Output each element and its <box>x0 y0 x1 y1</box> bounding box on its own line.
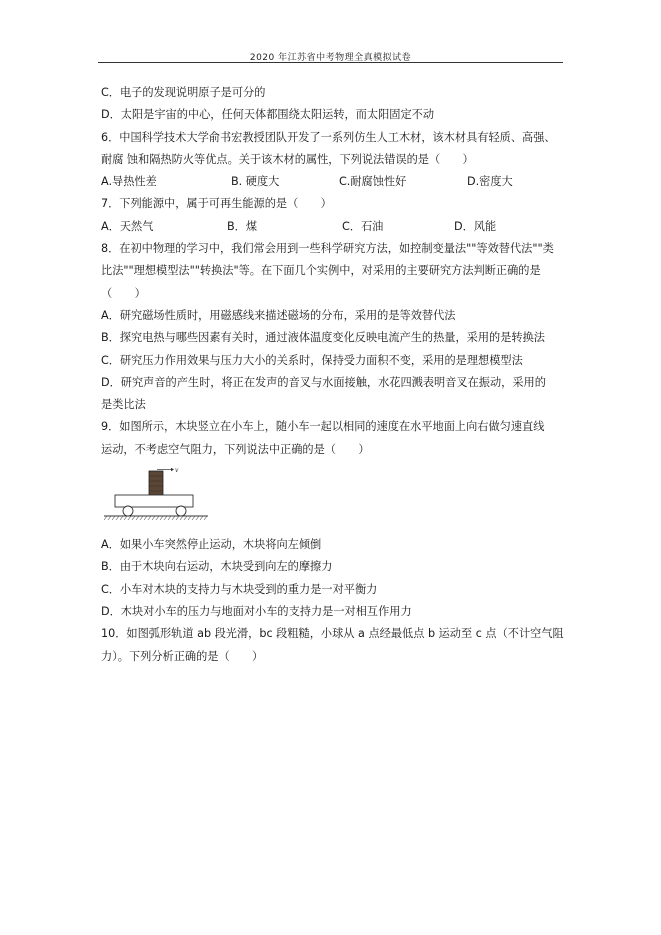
exam-content <box>101 82 571 668</box>
q10-stem-line-2: 力）。下列分析正确的是（ ） <box>101 649 264 663</box>
cart-wheel-right <box>176 506 186 516</box>
q7-options <box>101 216 571 238</box>
q6-option-b: B. 硬度大 <box>231 175 280 189</box>
q9-option-d: D．木块对小车的压力与地面对小车的支持力是一对相互作用力 <box>101 604 412 618</box>
q5-option-d: D．太阳是宇宙的中心，任何天体都围绕太阳运转，而太阳固定不动 <box>101 108 435 122</box>
q8-option-d-line-1: D．研究声音的产生时，将正在发声的音叉与水面接触，水花四溅表明音叉在振动，采用的 <box>101 375 546 389</box>
q8-stem-line-1: 8．在初中物理的学习中，我们常会用到一些科学研究方法，如控制变量法""等效替代法""类 <box>101 242 554 256</box>
cart-body <box>115 495 193 507</box>
q6-stem-line-2: 耐腐 蚀和隔热防火等优点。关于该木材的属性，下列说法错误的是（ ） <box>101 152 474 166</box>
q5-option-c: C．电子的发现说明原子是可分的 <box>101 86 266 99</box>
q7-option-a: A．天然气 <box>101 219 154 233</box>
q6-option-d: D.密度大 <box>467 175 513 189</box>
q9-stem-line-2: 运动，不考虑空气阻力，下列说法中正确的是（ ） <box>101 442 370 456</box>
q6-option-a: A.导热性差 <box>101 175 157 189</box>
q9-option-a: A．如果小车突然停止运动，木块将向左倾倒 <box>101 538 322 552</box>
q6-stem-line-1: 6．中国科学技术大学俞书宏教授团队开发了一系列仿生人工木材，该木材具有轻质、高强、 <box>101 130 556 144</box>
wooden-block <box>149 471 163 495</box>
q8-stem-line-2: 比法""理想模型法""转换法"等。在下面几个实例中，对采用的主要研究方法判断正确的是 <box>101 264 541 278</box>
q7-option-d: D．风能 <box>454 219 497 233</box>
page-header: 2020 年江苏省中考物理全真模拟试卷 <box>249 53 412 63</box>
q10-stem-line-1: 10．如图弧形轨道 ab 段光滑，bc 段粗糙，小球从 a 点经最低点 b 运动至 c 点（不计空气阻 <box>101 627 564 641</box>
q8-option-b: B．探究电热与哪些因素有关时，通过液体温度变化反映电流产生的热量，采用的是转换法 <box>101 331 545 345</box>
velocity-label: v <box>175 467 179 475</box>
q8-option-a: A．研究磁场性质时，用磁感线来描述磁场的分布，采用的是等效替代法 <box>101 308 456 322</box>
q8-option-c: C．研究压力作用效果与压力大小的关系时，保持受力面积不变，采用的是理想模型法 <box>101 353 523 367</box>
q7-option-c: C．石油 <box>342 219 384 233</box>
q6-options <box>101 171 571 193</box>
q7-stem: 7．下列能源中，属于可再生能源的是（ ） <box>101 197 332 211</box>
q9-option-c: C．小车对木块的支持力与木块受到的重力是一对平衡力 <box>101 582 378 596</box>
q9-option-b: B．由于木块向右运动，木块受到向左的摩擦力 <box>101 560 333 574</box>
cart-wheel-left <box>123 506 133 516</box>
q9-figure <box>101 467 571 529</box>
q7-option-b: B．煤 <box>227 219 258 233</box>
q8-stem-line-3: （ ） <box>101 286 146 300</box>
q8-option-d-line-2: 是类比法 <box>101 398 146 412</box>
q6-option-c: C.耐腐蚀性好 <box>339 175 407 189</box>
cart-with-block-diagram <box>102 467 212 529</box>
q9-stem-line-1: 9．如图所示，木块竖立在小车上，随小车一起以相同的速度在水平地面上向右做匀速直线 <box>101 420 545 434</box>
header-rule <box>98 62 563 63</box>
ground-hatching <box>104 516 207 520</box>
